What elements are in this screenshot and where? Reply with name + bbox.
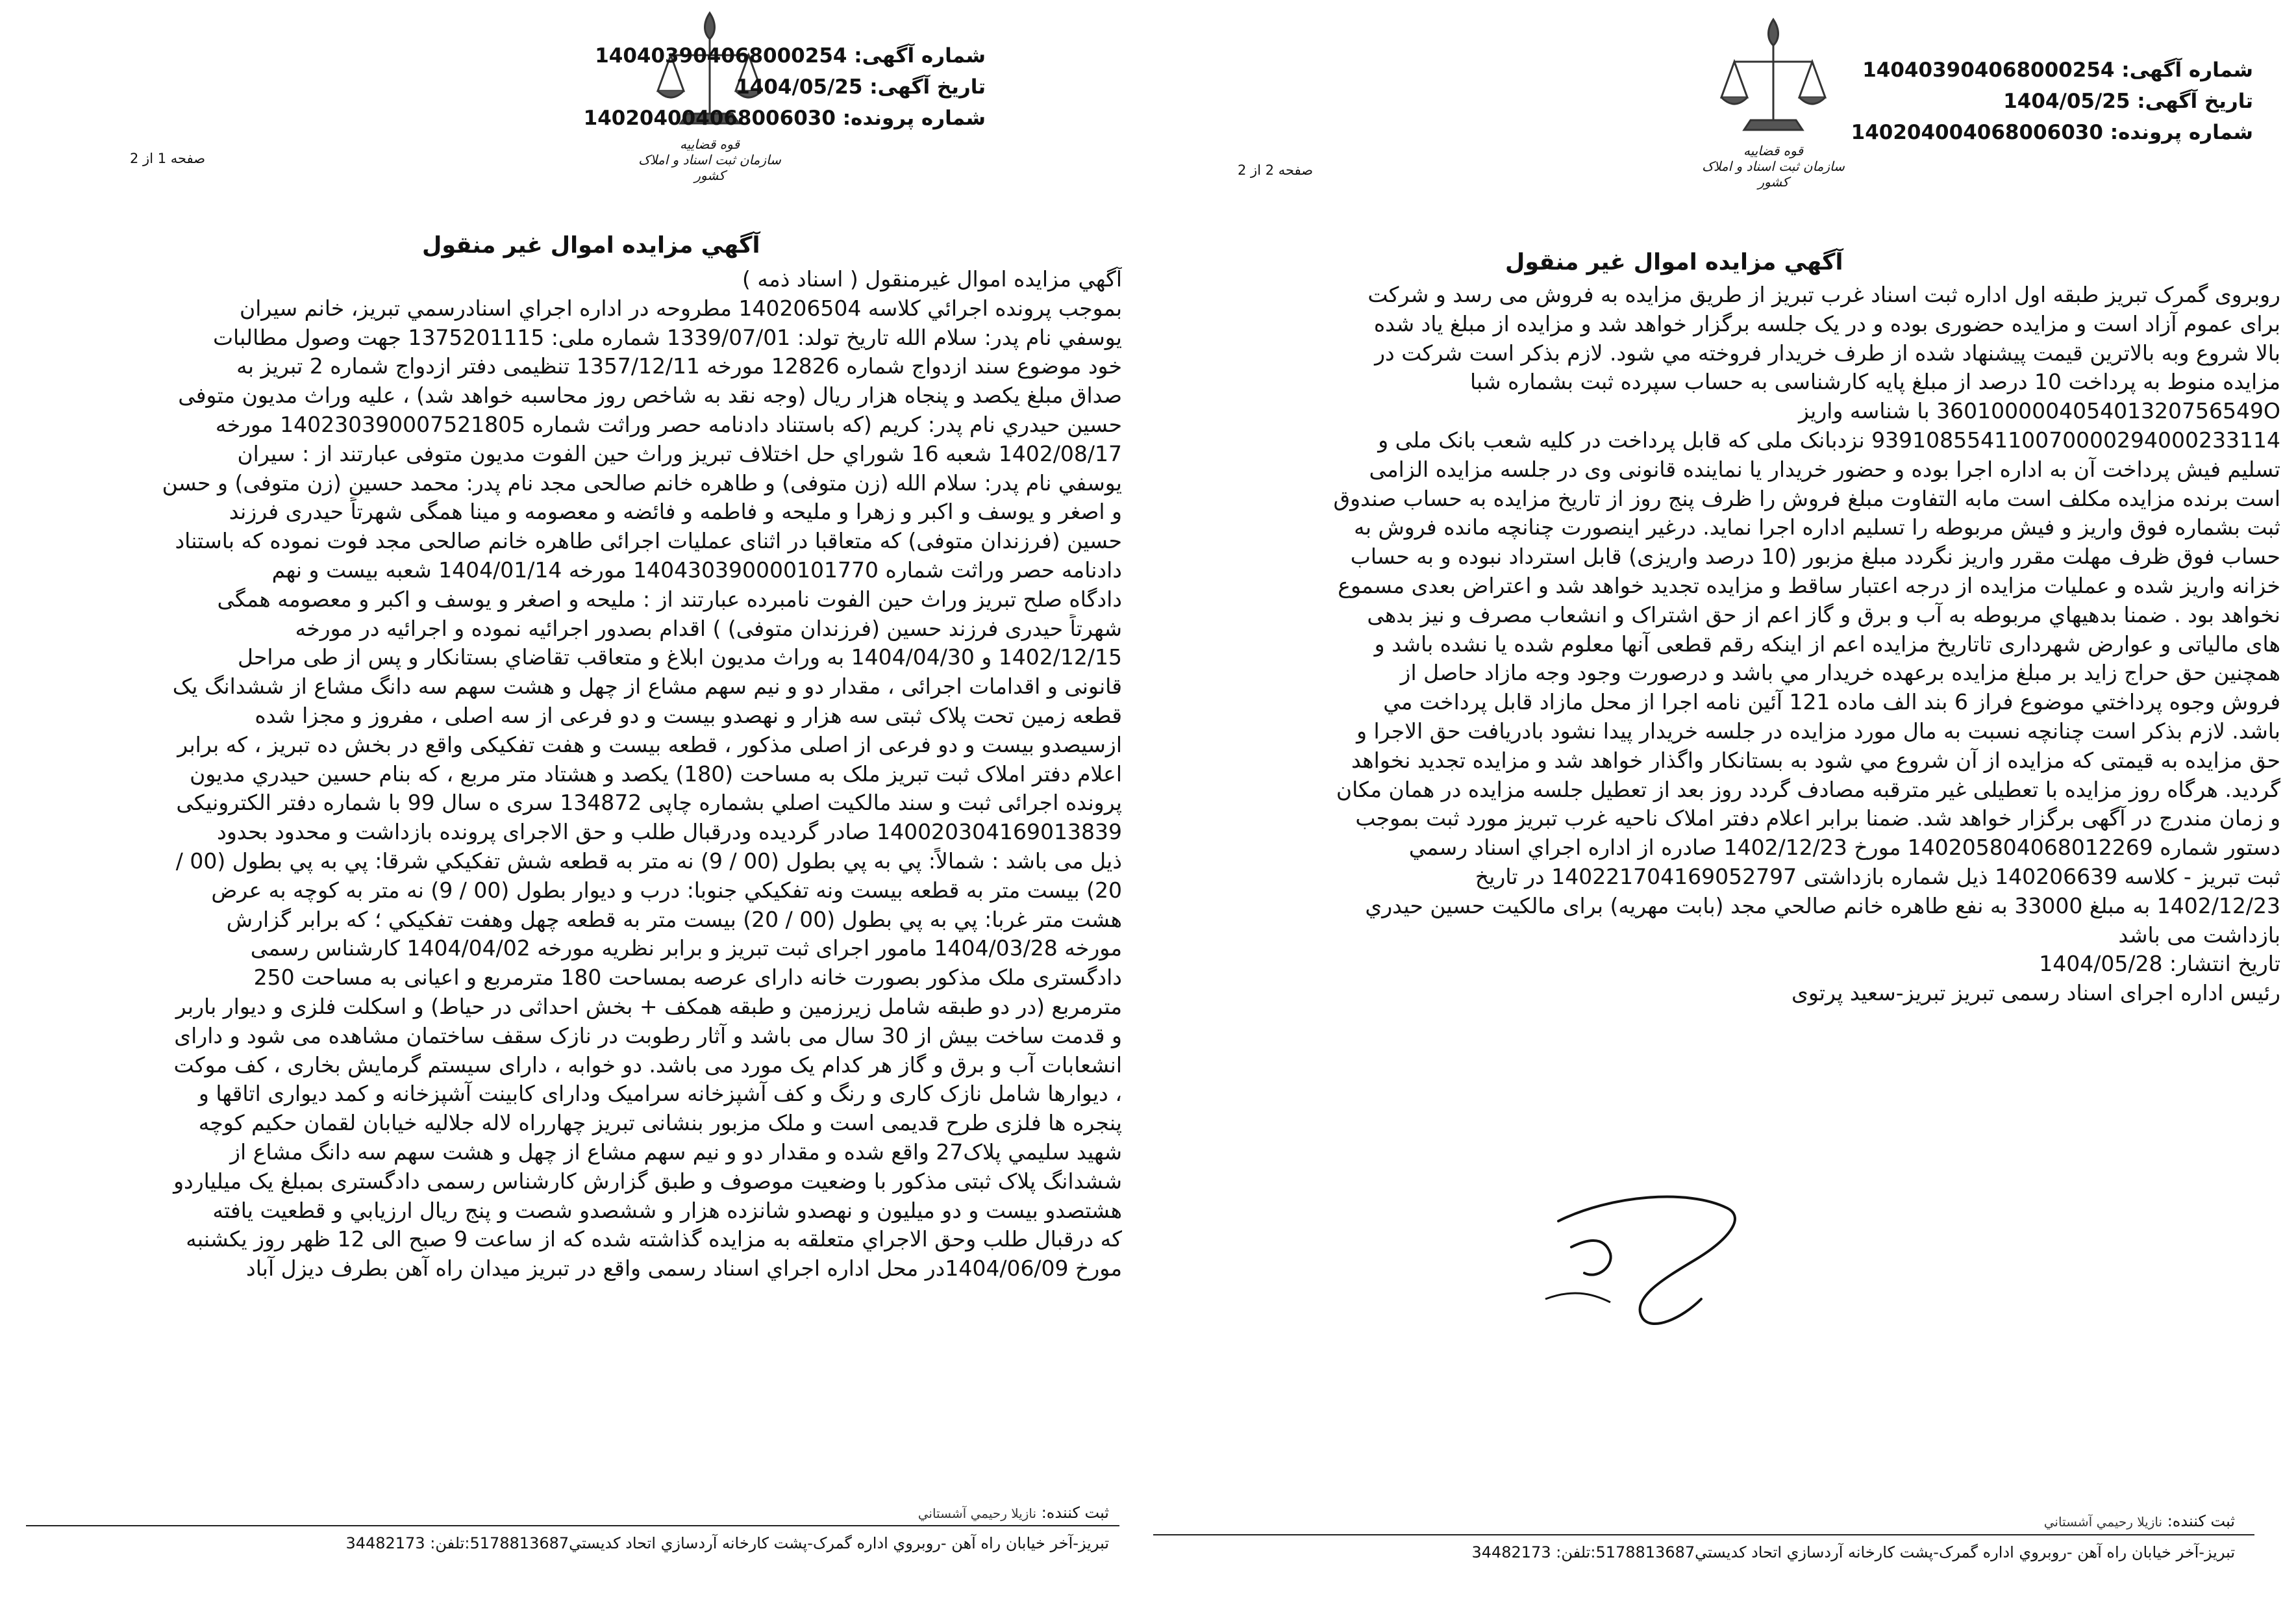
emblem-caption-top: قوه قضاییه <box>1743 143 1804 158</box>
body-line: و اصغر و يوسف و اكبر و زهرا و مليحه و فاطمه و فائضه و معصومه و مينا همگی شهرتاً حيدری فرزند <box>229 499 1122 525</box>
body-line: دستور شماره 140205804068012269 مورخ 1402/12/23 صادره از اداره اجراي اسناد رسمي <box>1408 835 2280 861</box>
footer-address: تبريز-آخر خيابان راه آهن -روبروي اداره گمرک-پشت كارخانه آردسازي اتحاد كديستي5178813687:تلفن: 34482173 <box>345 1534 1109 1552</box>
body-line: مترمربع (در دو طبقه شامل زيرزمين و طبقه همكف + بخش احداثی در حياط) و اسكلت فلزی و ديوار باربر <box>175 993 1122 1019</box>
body-line: پنجره ها فلزی طرح قديمی است و ملک مزبور بنشانی تبريز چهارراه لاله جلاليه خيابان لقمان حكيم كوچه <box>198 1110 1122 1136</box>
phone-label: تلفن: <box>430 1534 465 1552</box>
body-line: ذيل می باشد : شمالاً: پي به پي بطول (00 / 9) نه متر به قطعه شش تفكيكي شرقا: پي به پي بطول (00 / <box>175 848 1122 874</box>
body-line: حسين حيدري نام پدر: كريم (كه باستناد دادنامه حصر وراثت شماره 140230390007521805 مورخه <box>215 411 1122 437</box>
body-line: ازسيصدو بيست و دو فرعی از اصلی مذكور ، قطعه بيست و هفت تفكيكی واقع در بخش ده تبريز ، كه برابر <box>177 731 1122 757</box>
body-line: آگهي مزايده اموال غيرمنقول ( اسناد ذمه ) <box>742 266 1122 292</box>
body-line: بازداشت می باشد <box>2118 922 2280 948</box>
body-line: است برنده مزايده مكلف است مابه التفاوت مبلغ فروش را ظرف پنج روز از تاريخ مزايده به حساب صندوق <box>1333 485 2280 511</box>
address: تبريز-آخر خيابان راه آهن -روبروي اداره گمرک-پشت كارخانه آردسازي اتحاد كديستي <box>569 1534 1109 1552</box>
body-line: ششدانگ پلاک ثبتی مذكور با وضعيت موصوف و طبق گزارش كارشناس رسمی دادگستری بمبلغ يک ميلياردو <box>173 1168 1122 1194</box>
body-line: 1402/12/15 و 1404/04/30 به وراث مديون ابلاغ و متعاقب تقاضاي بستانكار و پس از طی مراحل <box>238 644 1122 670</box>
body-line: بالا شروع وبه بالاترين قيمت پيشنهاد شده از طرف خريدار فروخته مي شود. لازم بذكر است شركت در <box>1375 340 2280 366</box>
ad-date-label: تاریخ آگهی: <box>2137 90 2253 113</box>
body-line: بموجب پرونده اجرائي كلاسه 140206504 مطروحه در اداره اجراي اسنادرسمي تبريز، خانم سيران <box>239 295 1122 321</box>
body-line: مزايده منوط به پرداخت 10 درصد از مبلغ پايه كارشناسی به حساب سپرده ثبت بشماره شبا <box>1469 369 2280 395</box>
postal-code: 5178813687 <box>469 1534 569 1552</box>
phone-label: تلفن: <box>1556 1543 1591 1561</box>
body-line: تسليم فيش پرداخت آن به اداره اجرا بوده و حضور خريدار يا نماينده قانونی وی در جلسه مزايده الزامی <box>1369 456 2280 482</box>
body-line: هشتصدو بيست و دو ميليون و نهصدو شانزده هزار و ششصدو شصت و پنج ريال ارزيابي و قطعيت يافته <box>212 1197 1122 1223</box>
body-line: و زمان مندرج در آگهی برگزار خواهد شد. ضمنا برابر اعلام دفتر املاک ناحيه غرب تبريز مورد ثبت بموجب <box>1355 805 2280 831</box>
body-line: فروش وجوه پرداختي موضوع فراز 6 بند الف ماده 121 آئين نامه اجرا از محل مازاد قابل پرداخت مي <box>1383 689 2280 715</box>
body-line: خود موضوع سند ازدواج شماره 12826 مورخه 1357/12/11 تنظيمی دفتر ازدواج شماره 2 تبريز به <box>236 353 1122 379</box>
handwritten-signature <box>1532 1169 1753 1338</box>
body-line: شهيد سليمي پلاک27 واقع شده و مقدار دو و نيم سهم مشاع از چهل و هشت سهم سه دانگ مشاع از <box>230 1139 1122 1165</box>
emblem-caption-top: قوه قضاییه <box>679 136 740 152</box>
registrar <box>909 1504 1109 1522</box>
ad-number: 140403904068000254 <box>595 44 847 68</box>
file-number-label: شماره پرونده: <box>842 107 986 130</box>
body-line: دادنامه حصر وراثت شماره 140430390000101770 مورخه 1404/01/14 شعبه بيست و نهم <box>271 557 1122 583</box>
body-line: پرونده اجرائی ثبت و سند مالكيت اصلي بشماره چاپی 134872 سری ه سال 99 با شماره دفتر الكترونيكی <box>176 790 1122 816</box>
ad-body-text <box>1167 281 2280 1008</box>
body-line: كه درقبال طلب وحق الاجراي متعلقه به مزايده گذاشته شده كه از ساعت 9 صبح الی 12 ظهر روز يكشنبه <box>186 1226 1122 1252</box>
body-line: يوسفي نام پدر: سلام الله تاريخ تولد: 1339/07/01 شماره ملی: 1375201115 جهت وصول مطالبات <box>212 324 1122 350</box>
body-line: ثبت تبريز - كلاسه 140206639 ذيل شماره بازداشتی 140221704169052797 در تاريخ <box>1475 863 2280 889</box>
body-line: خزانه واريز شده و عمليات مزايده از درجه اعتبار ساقط و مزايده تجديد خواهد شد و اعتراض بعدی مسموع <box>1338 572 2280 598</box>
body-line: ، ديوارها شامل نازک كاری و رنگ و كف آشپزخانه سراميک ودارای كابينت آشپزخانه و كمد ديواری اتاقها و <box>198 1081 1122 1107</box>
body-line: های مالياتی و عوارض شهرداری تاتاريخ مزايده اعم از اينكه رقم قطعی آنها معلوم شده يا نشده باشد و <box>1374 631 2280 657</box>
ad-date: 1404/05/25 <box>736 75 863 99</box>
file-number: 140204004068006030 <box>583 107 836 130</box>
footer-address: تبريز-آخر خيابان راه آهن -روبروي اداره گمرک-پشت كارخانه آردسازي اتحاد كديستي5178813687:تلفن: 34482173 <box>1471 1543 2235 1561</box>
body-line: حسين (فرزندان متوفی) كه متعاقبا در اثنای عمليات اجرائی طاهره خانم صالحی مجد فوت نموده كه باستناد <box>175 528 1122 554</box>
file-number: 140204004068006030 <box>1851 121 2103 144</box>
page-number: صفحه 2 از 2 <box>1238 162 1314 178</box>
body-line: روبروی گمرک تبريز طبقه اول اداره ثبت اسناد غرب تبريز از طريق مزايده به فروش می رسد و شركت <box>1367 282 2280 307</box>
body-line: 140020304169013839 صادر گرديده ودرقبال طلب و حق الاجرای پرونده بازداشت و محدود بحدود <box>217 819 1122 845</box>
body-line: انشعابات آب و برق و گاز هر كدام يک مورد می باشد. دو خوابه ، دارای سيستم گرمايش بخاری ، كف موكت <box>173 1052 1122 1078</box>
ad-date-label: تاریخ آگهی: <box>869 75 986 99</box>
page-2 <box>1148 0 2296 1603</box>
address: تبريز-آخر خيابان راه آهن -روبروي اداره گمرک-پشت كارخانه آردسازي اتحاد كديستي <box>1695 1543 2235 1561</box>
body-line: برای عموم آزاد است و مزايده حضوری بوده و در يک جلسه برگزار خواهد شد و مزايده از مبلغ ياد شده <box>1373 310 2280 336</box>
body-line: گرديد. هرگاه روز مزايده با تعطيلی غير مترقبه مصادف گردد روز بعد از تعطيل جلسه مزايده در همان مكان <box>1336 776 2280 802</box>
body-line: 939108554110070000294000233114 نزدبانک ملی كه قابل پرداخت در كليه شعب بانک ملی و <box>1378 427 2280 453</box>
ad-date: 1404/05/25 <box>2003 90 2130 113</box>
page-number: صفحه 1 از 2 <box>130 151 206 166</box>
body-line: دادگاه صلح تبريز وراث حين الفوت نامبرده عبارتند از : مليحه و اصغر و يوسف و اكبر و معصومه همگی <box>217 586 1122 612</box>
body-line: رئيس اداره اجرای اسناد رسمی تبريز تبريز-سعيد پرتوی <box>1791 980 2280 1006</box>
ad-meta <box>584 40 986 134</box>
body-line: صداق مبلغ يكصد و پنجاه هزار ريال (وجه نقد به شاخص روز محاسبه خواهد شد) ، عليه وراث مديون متوفی <box>178 383 1122 409</box>
body-line: و قدمت ساخت بيش از 30 سال می باشد و آثار رطوبت در نازک سقف ساختمان مشاهده می شود و دارای <box>174 1022 1122 1048</box>
ad-meta <box>1851 55 2253 148</box>
ad-number-label: شماره آگهی: <box>854 44 986 68</box>
ad-number: 140403904068000254 <box>1862 58 2115 82</box>
registrar <box>2035 1512 2235 1530</box>
registrar-label: ثبت كننده: <box>1041 1504 1109 1522</box>
phone: 34482173 <box>345 1534 425 1552</box>
footer-divider <box>1153 1534 2254 1535</box>
body-line: دادگستری ملک مذكور بصورت خانه دارای عرصه بمساحت 180 مترمربع و اعيانی به مساحت 250 <box>253 965 1122 991</box>
body-line: قطعه زمين تحت پلاک ثبتی سه هزار و نهصدو بيست و دو فرعی از سه اصلی ، مفروز و مجزا شده <box>255 702 1122 728</box>
body-line: يوسفي نام پدر: سلام الله (زن متوفی) و طاهره خانم صالحی مجد نام پدر: محمد حسين (زن متوفی) و حسن <box>162 470 1122 496</box>
body-line: قانونی و اقدامات اجرائی ، مقدار دو و نيم سهم مشاع از چهل و هشت سهم سه دانگ مشاع از ششدانگ يک <box>172 674 1122 700</box>
page-title: آگهي مزايده اموال غير منقول <box>422 233 760 259</box>
page-title: آگهي مزايده اموال غير منقول <box>1505 249 1843 275</box>
body-line: شهرتاً حيدری فرزند حسين (فرزندان متوفی) ) اقدام بصدور اجرائيه نموده و اجرائيه در مورخه <box>295 615 1122 641</box>
body-line: 1402/08/17 شعبه 16 شوراي حل اختلاف تبريز وراث حين الفوت مديون متوفی عبارتند از : سيران <box>237 440 1122 466</box>
body-line: 1402/12/23 به مبلغ 33000 به نفع طاهره خانم صالحي مجد (بابت مهريه) برای مالكيت حسين حيدري <box>1365 892 2280 918</box>
footer-divider <box>26 1525 1119 1526</box>
body-line: 20) بيست متر به قطعه بيست ونه تفكيكي جنوبا: درب و ديوار بطول (00 / 9) نه متر به كوچه به عرض <box>211 877 1122 903</box>
body-line: اعلام دفتر املاک ثبت تبريز ملک به مساحت (180) يكصد و هشتاد متر مربع ، كه بنام حسين حيدري مديون <box>190 761 1122 787</box>
file-number-label: شماره پرونده: <box>2110 121 2253 144</box>
body-line: هشت متر غربا: پي به پي بطول (00 / 20) بيست متر به قطعه چهل وهفت تفكيكي ؛ كه برابر گزارش <box>226 906 1122 932</box>
body-line: مورخ 1404/06/09در محل اداره اجراي اسناد رسمی واقع در تبريز ميدان راه آهن بطرف ديزل آباد <box>246 1256 1122 1281</box>
emblem-caption-bottom: سازمان ثبت اسناد و املاک کشور <box>638 152 781 183</box>
ad-number-label: شماره آگهی: <box>2121 58 2253 82</box>
body-line: 360100000405401320756549O با شناسه واريز <box>1798 398 2280 424</box>
body-line: باشد. لازم بذكر است چنانچه نسبت به مال مورد مزايده در جلسه خريدار پيدا نشود بادريافت حق الاجرا و <box>1356 718 2280 744</box>
body-line: حق مزايده به قيمتی كه مزايده از آن شروع مي شود به بستانكار واگذار خواهد شد و مزايده تجديد نخواهد <box>1351 747 2280 773</box>
body-line: همچنين حق حراج زايد بر مبلغ مزايده برعهده خريدار مي باشد و درصورت وجود وجه مازاد حاصل از <box>1400 660 2280 686</box>
registrar-name: نازيلا رحيمي آشستاني <box>917 1506 1037 1521</box>
registrar-name: نازيلا رحيمي آشستاني <box>2043 1514 2163 1530</box>
registrar-label: ثبت كننده: <box>2167 1512 2235 1530</box>
body-line: مورخه 1404/03/28 مامور اجرای ثبت تبريز و برابر نظريه مورخه 1404/04/02 كارشناس رسمی <box>250 935 1122 961</box>
body-line: حساب فوق ظرف مهلت مقرر واريز نگردد مبلغ مزبور (10 درصد واريزی) قابل استرداد نبوده و به حساب <box>1350 544 2280 570</box>
body-line: نخواهد بود . ضمنا بدهيهاي مربوطه به آب و برق و گاز اعم از حق اشتراک و انشعاب مصرف و نيز بدهی <box>1367 601 2280 627</box>
body-line: تاريخ انتشار: 1404/05/28 <box>2039 951 2280 977</box>
emblem-caption-bottom: سازمان ثبت اسناد و املاک کشور <box>1702 158 1845 190</box>
phone: 34482173 <box>1471 1543 1551 1561</box>
postal-code: 5178813687 <box>1595 1543 1695 1561</box>
ad-body-text <box>23 265 1122 1283</box>
body-line: ثبت بشماره فوق واريز و فيش مربوطه را تسليم اداره اجرا نمايد. درغير اينصورت چنانچه مانده فروش به <box>1354 514 2280 540</box>
